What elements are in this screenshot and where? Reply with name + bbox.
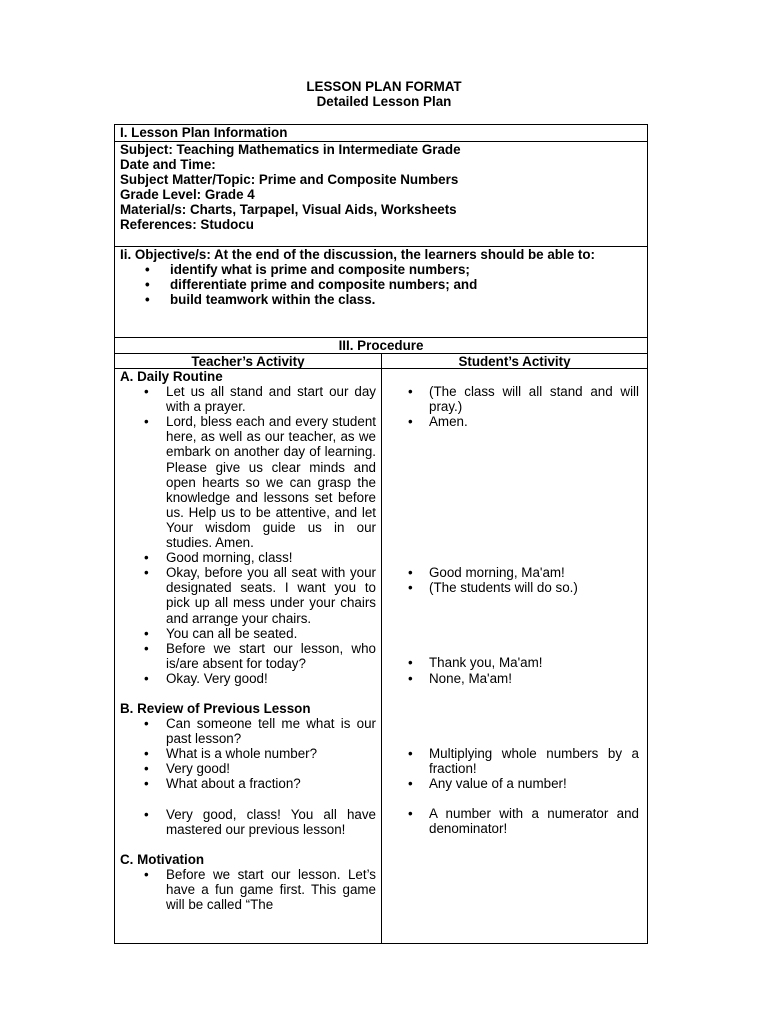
objective-item: • identify what is prime and composite numbers; — [120, 262, 641, 277]
student-line: • Amen. — [382, 414, 644, 429]
student-line: • Good morning, Ma'am! — [382, 565, 644, 580]
teacher-line: • Okay. Very good! — [120, 671, 376, 686]
review-heading: B. Review of Previous Lesson — [120, 700, 311, 716]
objectives-section — [114, 246, 648, 338]
student-line: • A number with a numerator and denominator! — [382, 806, 644, 836]
student-activity-header: Student’s Activity — [382, 354, 647, 369]
references-line: References: Studocu — [120, 217, 254, 233]
daily-routine-heading: A. Daily Routine — [120, 369, 223, 384]
motivation-heading: C. Motivation — [120, 851, 205, 867]
teacher-line: • Good morning, class! — [120, 550, 376, 565]
objective-item: • build teamwork within the class. — [120, 292, 641, 307]
objective-item: • differentiate prime and composite numbers; and — [120, 277, 641, 292]
teacher-activity-column — [120, 369, 376, 912]
teacher-line: • Let us all stand and start our day with a prayer. — [120, 384, 376, 414]
materials-line: Material/s: Charts, Tarpapel, Visual Aids, Worksheets — [120, 202, 457, 218]
teacher-line: • Okay, before you all seat with your designated seats. I want you to pick up all mess under your chairs and arrange your chairs. — [120, 565, 376, 625]
teacher-line: • Very good, class! You all have mastered our previous lesson! — [120, 807, 376, 837]
lesson-info-section — [114, 124, 648, 247]
lesson-info-heading: I. Lesson Plan Information — [115, 125, 647, 142]
procedure-table — [114, 337, 648, 944]
document-title: LESSON PLAN FORMAT — [306, 79, 462, 94]
teacher-activity-header: Teacher’s Activity — [115, 354, 381, 369]
objectives-intro: Ii. Objective/s: At the end of the discussion, the learners should be able to: — [120, 247, 595, 262]
student-line: • Thank you, Ma'am! — [382, 655, 644, 670]
teacher-line: • What about a fraction? — [120, 776, 376, 791]
student-line: • (The students will do so.) — [382, 580, 644, 595]
student-line: • Multiplying whole numbers by a fraction! — [382, 746, 644, 776]
student-line: • Any value of a number! — [382, 776, 644, 791]
date-time-line: Date and Time: — [120, 157, 216, 173]
grade-line: Grade Level: Grade 4 — [120, 187, 255, 203]
student-line: • None, Ma'am! — [382, 671, 644, 686]
teacher-line: • Very good! — [120, 761, 376, 776]
teacher-line: • You can all be seated. — [120, 626, 376, 641]
procedure-heading: III. Procedure — [115, 338, 647, 354]
document-subtitle: Detailed Lesson Plan — [316, 94, 452, 109]
subject-line: Subject: Teaching Mathematics in Intermediate Grade — [120, 142, 461, 157]
student-line: • (The class will all stand and will pray.) — [382, 384, 644, 414]
teacher-line: • Before we start our lesson, who is/are absent for today? — [120, 641, 376, 671]
teacher-line: • What is a whole number? — [120, 746, 376, 761]
teacher-line: • Before we start our lesson. Let’s have a fun game first. This game will be called “The — [120, 867, 376, 912]
topic-line: Subject Matter/Topic: Prime and Composite Numbers — [120, 172, 459, 188]
teacher-line: • Lord, bless each and every student here, as well as our teacher, as we embark on another day of learning. Please give us clear minds and open hearts so we can grasp the knowledge and lessons set before us. Help us to be attentive, and let Your wisdom guide us in our studies. Amen. — [120, 414, 376, 550]
student-activity-column — [382, 369, 644, 836]
objectives-list — [120, 262, 641, 307]
teacher-line: • Can someone tell me what is our past lesson? — [120, 716, 376, 746]
